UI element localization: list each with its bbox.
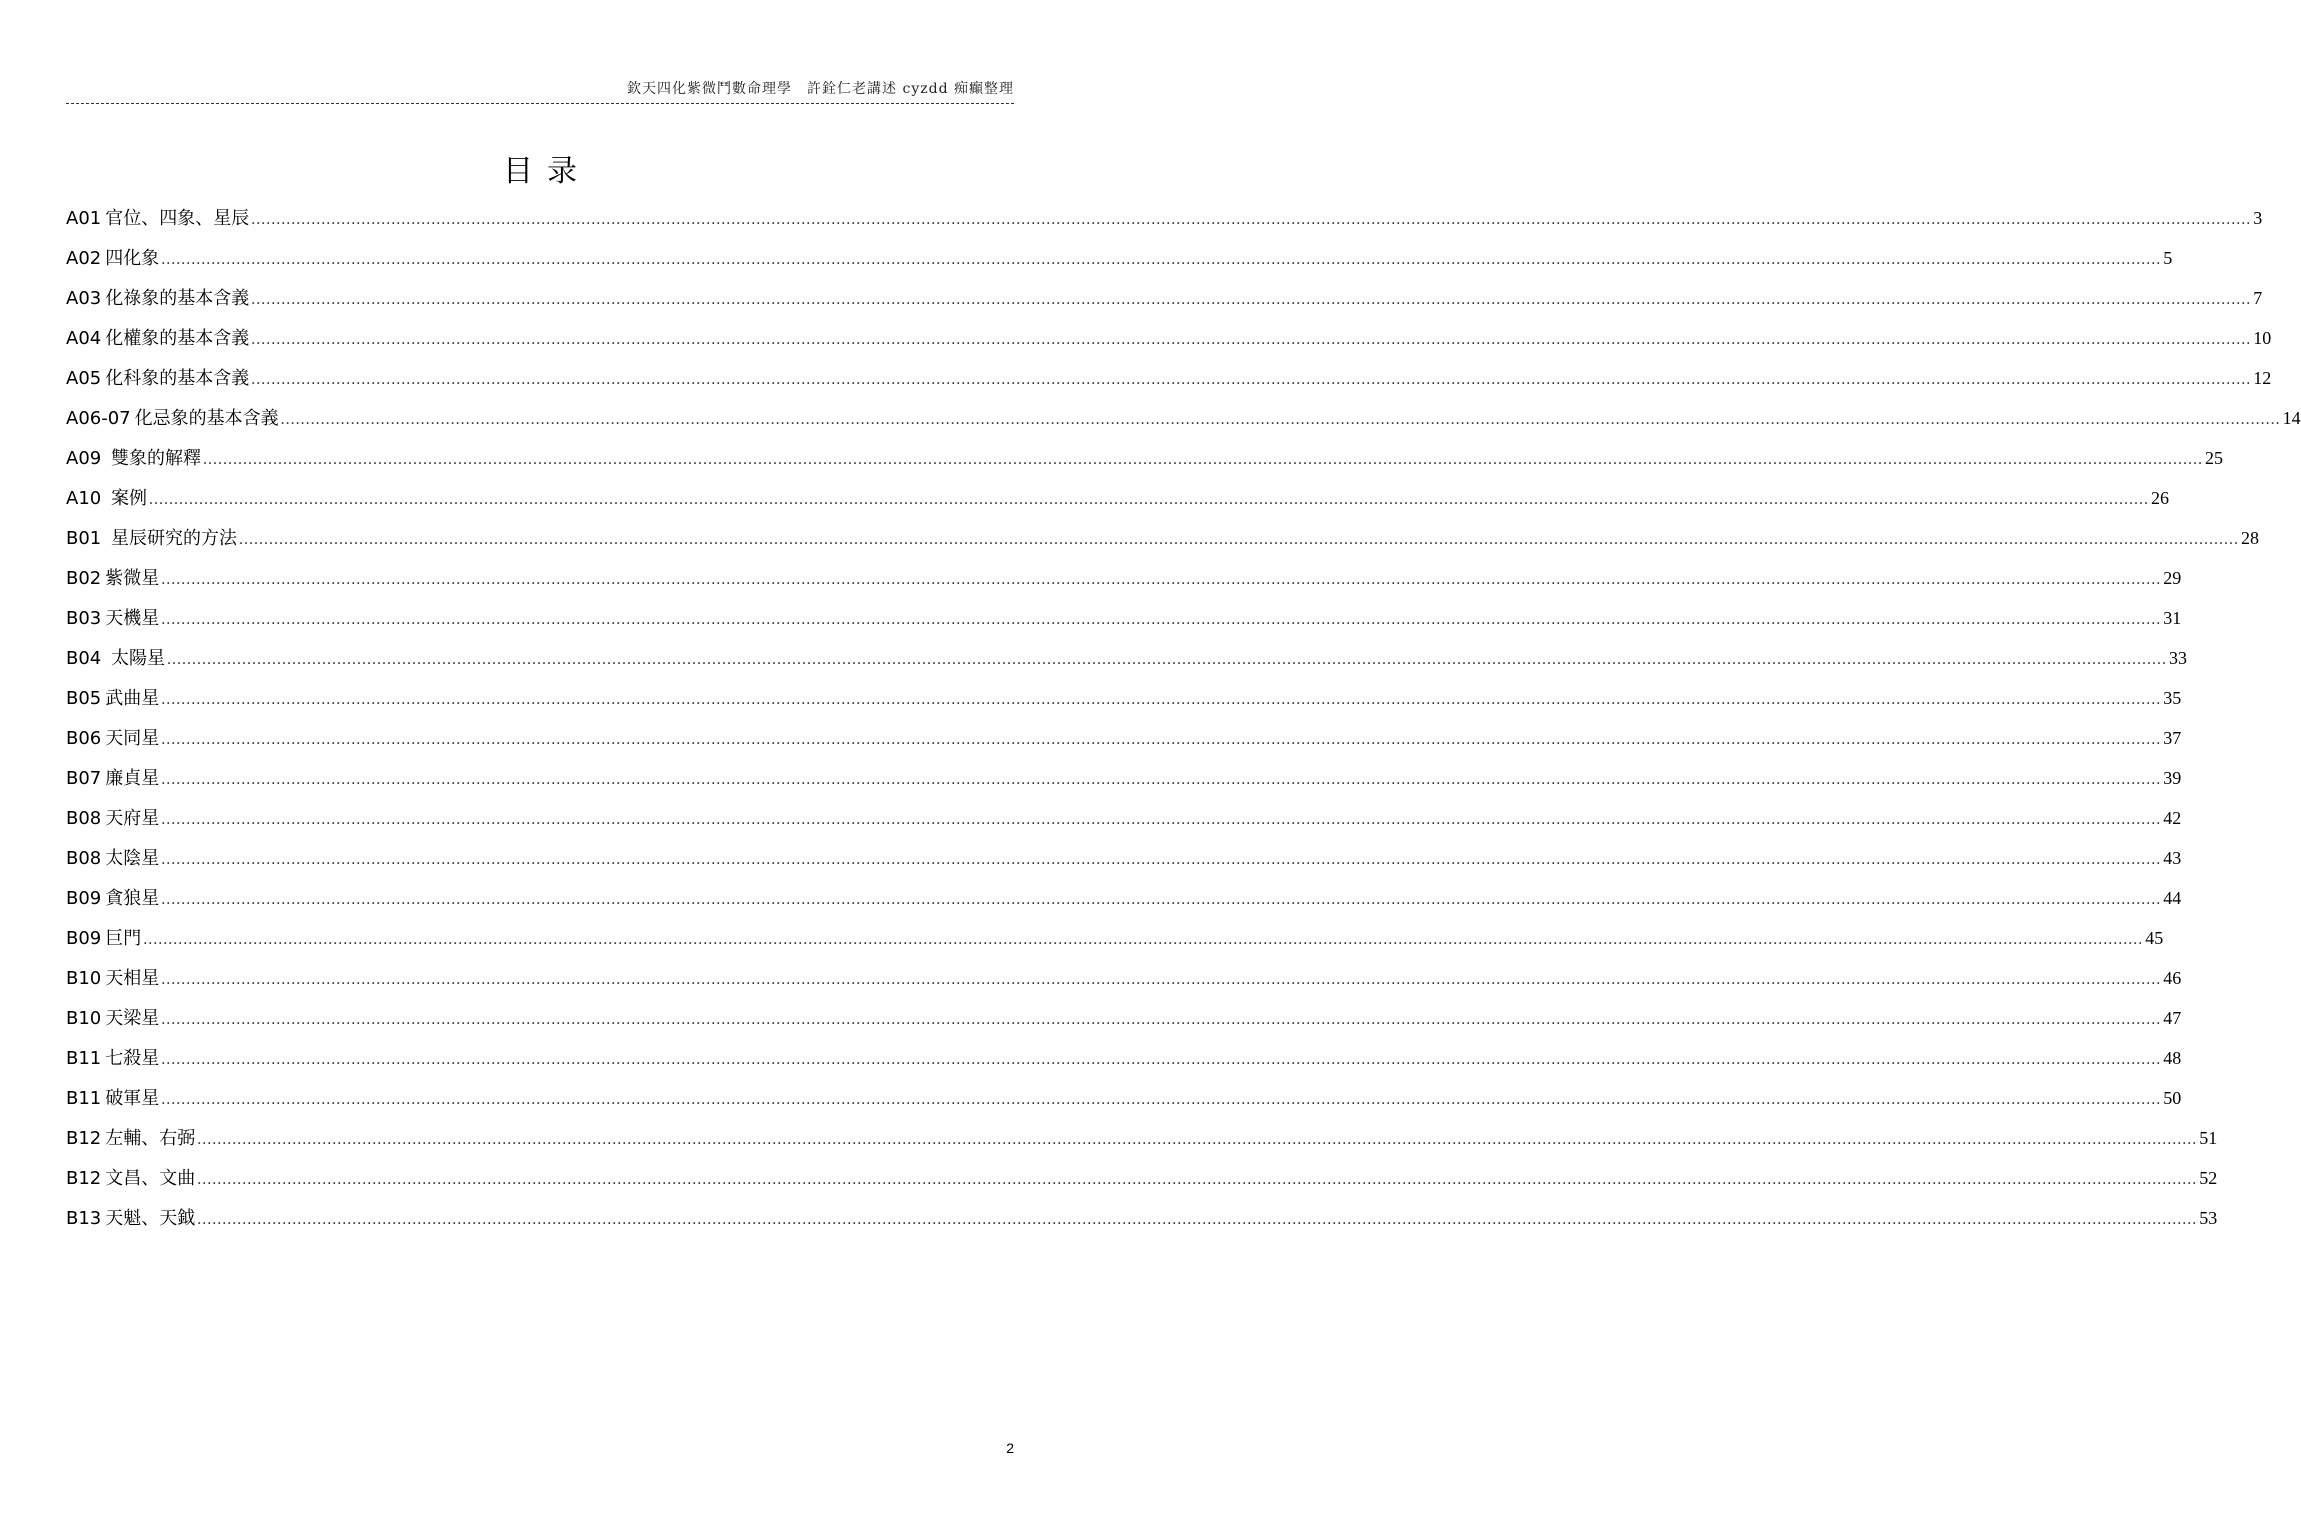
toc-entry-code: B10 [66,1008,102,1029]
toc-dot-leader: ................................................................................................................................................................................................................................................................................................................................................................................................................ [251,331,2252,348]
toc-dot-leader: ................................................................................................................................................................................................................................................................................................................................................................................................................ [161,851,2162,868]
toc-entry[interactable] [66,758,2182,798]
toc-entry-label: 天府星 [105,808,160,829]
toc-entry-label: 破軍星 [105,1088,160,1109]
toc-dot-leader: ................................................................................................................................................................................................................................................................................................................................................................................................................ [143,931,2144,948]
toc-dot-leader: ................................................................................................................................................................................................................................................................................................................................................................................................................ [161,611,2162,628]
toc-entry-code: A03 [66,288,102,309]
toc-entry-code: B04 [66,648,102,669]
toc-dot-leader: ................................................................................................................................................................................................................................................................................................................................................................................................................ [161,251,2162,268]
toc-entry-code: B01 [66,528,102,549]
toc-dot-leader: ................................................................................................................................................................................................................................................................................................................................................................................................................ [161,891,2162,908]
toc-entry[interactable] [66,358,2272,398]
toc-entry-code: A10 [66,488,102,509]
toc-entry-code: A01 [66,208,102,229]
table-of-contents [66,198,2301,1238]
toc-dot-leader: ................................................................................................................................................................................................................................................................................................................................................................................................................ [280,411,2281,428]
toc-dot-leader: ................................................................................................................................................................................................................................................................................................................................................................................................................ [148,491,2149,508]
toc-entry-code: B11 [66,1048,102,1069]
toc-entry-label: 七殺星 [105,1048,160,1069]
toc-dot-leader: ................................................................................................................................................................................................................................................................................................................................................................................................................ [197,1131,2198,1148]
toc-entry-label: 四化象 [105,248,160,269]
toc-dot-leader: ................................................................................................................................................................................................................................................................................................................................................................................................................ [161,731,2162,748]
toc-entry[interactable] [66,1078,2182,1118]
toc-entry-label: 化科象的基本含義 [105,368,250,389]
toc-entry[interactable] [66,278,2263,318]
toc-entry-label: 化忌象的基本含義 [134,408,279,429]
toc-entry-code: B02 [66,568,102,589]
toc-entry-page: 26 [2150,488,2169,508]
toc-entry[interactable] [66,438,2223,478]
toc-entry-page: 37 [2163,728,2182,748]
toc-entry-page: 53 [2199,1208,2218,1228]
toc-entry[interactable] [66,478,2169,518]
toc-entry-page: 25 [2204,448,2223,468]
toc-entry[interactable] [66,838,2182,878]
toc-entry-page: 33 [2169,648,2187,668]
toc-dot-leader: ................................................................................................................................................................................................................................................................................................................................................................................................................ [251,291,2252,308]
toc-entry-label: 天機星 [105,608,160,629]
toc-entry-code: A02 [66,248,102,269]
toc-entry-code: B06 [66,728,102,749]
toc-entry-code: B08 [66,808,102,829]
toc-entry-page: 5 [2163,248,2173,268]
toc-entry-code: A04 [66,328,102,349]
toc-dot-leader: ................................................................................................................................................................................................................................................................................................................................................................................................................ [161,571,2162,588]
toc-entry-code: B09 [66,888,102,909]
toc-entry[interactable] [66,878,2182,918]
toc-entry-label: 天魁、天鉞 [105,1208,196,1229]
toc-entry-page: 31 [2163,608,2182,628]
header-divider [66,103,1014,104]
toc-entry-page: 42 [2163,808,2182,828]
toc-entry-page: 12 [2253,368,2272,388]
toc-entry-code: B08 [66,848,102,869]
toc-entry-page: 28 [2241,528,2259,548]
toc-entry-label: 天同星 [105,728,160,749]
toc-dot-leader: ................................................................................................................................................................................................................................................................................................................................................................................................................ [161,811,2162,828]
toc-entry-label: 雙象的解釋 [105,448,201,469]
toc-entry-page: 46 [2163,968,2182,988]
toc-entry-label: 巨門 [105,928,142,949]
toc-dot-leader: ................................................................................................................................................................................................................................................................................................................................................................................................................ [161,691,2162,708]
toc-entry[interactable] [66,1118,2218,1158]
toc-dot-leader: ................................................................................................................................................................................................................................................................................................................................................................................................................ [161,971,2162,988]
toc-entry-code: B11 [66,1088,102,1109]
toc-entry-code: B05 [66,688,102,709]
toc-entry-page: 7 [2253,288,2263,308]
toc-entry[interactable] [66,678,2182,718]
toc-entry-page: 50 [2163,1088,2182,1108]
toc-entry-label: 化祿象的基本含義 [105,288,250,309]
toc-entry-code: B12 [66,1128,102,1149]
toc-entry-code: A06-07 [66,408,131,429]
toc-entry-label: 星辰研究的方法 [105,528,237,549]
toc-entry-code: A09 [66,448,102,469]
toc-entry-page: 10 [2253,328,2272,348]
toc-entry-code: B07 [66,768,102,789]
toc-dot-leader: ................................................................................................................................................................................................................................................................................................................................................................................................................ [251,211,2252,228]
toc-entry-code: B09 [66,928,102,949]
toc-entry-page: 43 [2163,848,2182,868]
toc-dot-leader: ................................................................................................................................................................................................................................................................................................................................................................................................................ [161,1051,2162,1068]
toc-dot-leader: ................................................................................................................................................................................................................................................................................................................................................................................................................ [197,1171,2198,1188]
toc-entry-label: 天梁星 [105,1008,160,1029]
toc-entry-page: 47 [2163,1008,2182,1028]
toc-entry[interactable] [66,1038,2182,1078]
toc-entry-code: B10 [66,968,102,989]
toc-dot-leader: ................................................................................................................................................................................................................................................................................................................................................................................................................ [202,451,2203,468]
toc-entry-label: 太陰星 [105,848,160,869]
toc-entry[interactable] [66,918,2164,958]
toc-entry-label: 廉貞星 [105,768,160,789]
toc-entry[interactable] [66,558,2182,598]
toc-dot-leader: ................................................................................................................................................................................................................................................................................................................................................................................................................ [161,1091,2162,1108]
toc-entry-label: 官位、四象、星辰 [105,208,250,229]
toc-entry-label: 案例 [105,488,147,509]
page-number: 2 [1006,1440,1014,1456]
toc-entry-page: 48 [2163,1048,2182,1068]
toc-entry[interactable] [66,398,2301,438]
toc-entry[interactable] [66,318,2272,358]
toc-entry-page: 35 [2163,688,2182,708]
toc-entry-label: 左輔、右弼 [105,1128,196,1149]
toc-entry-label: 文昌、文曲 [105,1168,196,1189]
toc-dot-leader: ................................................................................................................................................................................................................................................................................................................................................................................................................ [167,651,2167,668]
toc-entry[interactable] [66,238,2173,278]
toc-entry-label: 太陽星 [105,648,165,669]
toc-entry-page: 51 [2199,1128,2218,1148]
toc-entry[interactable] [66,958,2182,998]
toc-dot-leader: ................................................................................................................................................................................................................................................................................................................................................................................................................ [161,1011,2162,1028]
toc-entry-label: 化權象的基本含義 [105,328,250,349]
toc-entry-page: 3 [2253,208,2263,228]
toc-entry[interactable] [66,518,2259,558]
toc-entry[interactable] [66,198,2263,238]
toc-entry[interactable] [66,718,2182,758]
toc-entry-code: B03 [66,608,102,629]
toc-dot-leader: ................................................................................................................................................................................................................................................................................................................................................................................................................ [197,1211,2198,1228]
toc-entry-page: 45 [2145,928,2164,948]
toc-entry-code: B12 [66,1168,102,1189]
toc-entry-label: 紫微星 [105,568,160,589]
toc-entry-page: 14 [2282,408,2301,428]
toc-entry[interactable] [66,598,2182,638]
toc-dot-leader: ................................................................................................................................................................................................................................................................................................................................................................................................................ [161,771,2162,788]
toc-entry-page: 29 [2163,568,2182,588]
toc-entry-page: 39 [2163,768,2182,788]
toc-entry-label: 貪狼星 [105,888,160,909]
toc-entry[interactable] [66,798,2182,838]
toc-entry-code: A05 [66,368,102,389]
toc-entry-label: 武曲星 [105,688,160,709]
running-header: 欽天四化紫微鬥數命理學 許銓仁老講述 cyzdd 痴癲整理 [627,81,1014,97]
toc-entry[interactable] [66,1158,2218,1198]
toc-title: 目录 [503,154,591,189]
toc-entry-label: 天相星 [105,968,160,989]
toc-entry[interactable] [66,1198,2218,1238]
toc-entry[interactable] [66,638,2187,678]
toc-dot-leader: ................................................................................................................................................................................................................................................................................................................................................................................................................ [251,371,2252,388]
toc-entry-page: 44 [2163,888,2182,908]
toc-entry-page: 52 [2199,1168,2218,1188]
toc-dot-leader: ................................................................................................................................................................................................................................................................................................................................................................................................................ [239,531,2239,548]
toc-entry-code: B13 [66,1208,102,1229]
toc-entry[interactable] [66,998,2182,1038]
